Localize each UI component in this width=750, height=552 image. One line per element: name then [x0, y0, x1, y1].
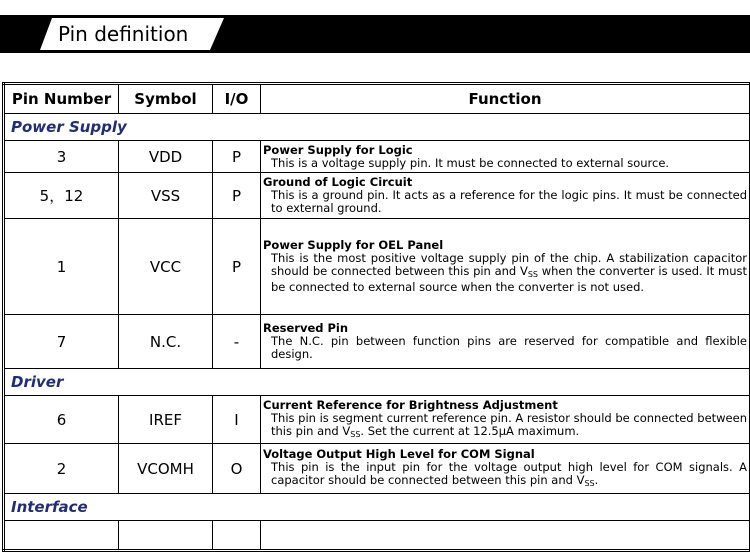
table-row	[4, 521, 750, 551]
table-row	[4, 141, 750, 173]
subscript: SS	[350, 430, 360, 439]
function-description: This is a ground pin. It acts as a reference for the logic pins. It must be connected to external ground.	[263, 189, 747, 215]
pin-io: O	[213, 444, 261, 494]
function-title: Power Supply for Logic	[263, 144, 747, 157]
pin-function	[261, 315, 750, 369]
pin-number	[4, 521, 119, 551]
function-description-part: .	[595, 473, 599, 487]
pin-io: -	[213, 315, 261, 369]
header-symbol: Symbol	[119, 84, 213, 114]
table-row	[4, 444, 750, 494]
pin-function	[261, 444, 750, 494]
function-description-part: . Set the current at 12.5μA maximum.	[360, 424, 579, 438]
table-row	[4, 219, 750, 315]
pin-function	[261, 219, 750, 315]
section-title: Power Supply	[4, 114, 750, 141]
table-row	[4, 315, 750, 369]
function-description	[263, 461, 747, 490]
function-title: Reserved Pin	[263, 322, 747, 335]
function-description-part: This pin is the input pin for the voltage output high level for COM signals. A capacitor should be connected between this pin and V	[271, 460, 747, 487]
pin-definition-table	[2, 82, 750, 552]
subscript: SS	[584, 479, 594, 488]
pin-function	[261, 521, 750, 551]
function-description: The N.C. pin between function pins are reserved for compatible and flexible design.	[263, 335, 747, 361]
section-title: Driver	[4, 369, 750, 396]
pin-function	[261, 173, 750, 219]
pin-io: P	[213, 141, 261, 173]
function-description-part: when the converter is used. It must be connected to external source when the converter is not used.	[271, 264, 747, 294]
section-row-interface	[4, 494, 750, 521]
pin-io: P	[213, 173, 261, 219]
pin-symbol: VSS	[119, 173, 213, 219]
pin-number: 6	[4, 396, 119, 444]
pin-symbol: VDD	[119, 141, 213, 173]
table-header-row	[4, 84, 750, 114]
pin-symbol: VCC	[119, 219, 213, 315]
function-description	[263, 412, 747, 441]
header-function: Function	[261, 84, 750, 114]
pin-number: 3	[4, 141, 119, 173]
section-title: Interface	[4, 494, 750, 521]
function-description: This is a voltage supply pin. It must be connected to external source.	[263, 157, 747, 170]
header-pin-number: Pin Number	[4, 84, 119, 114]
pin-number: 5，12	[4, 173, 119, 219]
subscript: SS	[528, 270, 538, 279]
pin-symbol: IREF	[119, 396, 213, 444]
pin-number: 1	[4, 219, 119, 315]
pin-io	[213, 521, 261, 551]
table-row	[4, 173, 750, 219]
pin-symbol: VCOMH	[119, 444, 213, 494]
function-description-part: This is the most positive voltage supply pin of the chip. A stabilization capacitor should be connected between this pin and V	[271, 251, 747, 278]
pin-number: 7	[4, 315, 119, 369]
pin-function	[261, 396, 750, 444]
function-title: Current Reference for Brightness Adjustment	[263, 399, 747, 412]
header-io: I/O	[213, 84, 261, 114]
function-title: Power Supply for OEL Panel	[263, 239, 747, 252]
function-title: Ground of Logic Circuit	[263, 176, 747, 189]
function-title: Voltage Output High Level for COM Signal	[263, 448, 747, 461]
pin-symbol: N.C.	[119, 315, 213, 369]
pin-io: I	[213, 396, 261, 444]
function-description	[263, 252, 747, 294]
section-row-power-supply	[4, 114, 750, 141]
banner-tab	[40, 18, 224, 50]
pin-function	[261, 141, 750, 173]
table-row	[4, 396, 750, 444]
section-row-driver	[4, 369, 750, 396]
pin-number: 2	[4, 444, 119, 494]
pin-symbol	[119, 521, 213, 551]
function-description-part: This pin is segment current reference pin. A resistor should be connected between this pin and V	[271, 411, 747, 438]
page-title: Pin definition	[58, 21, 188, 47]
pin-io: P	[213, 219, 261, 315]
